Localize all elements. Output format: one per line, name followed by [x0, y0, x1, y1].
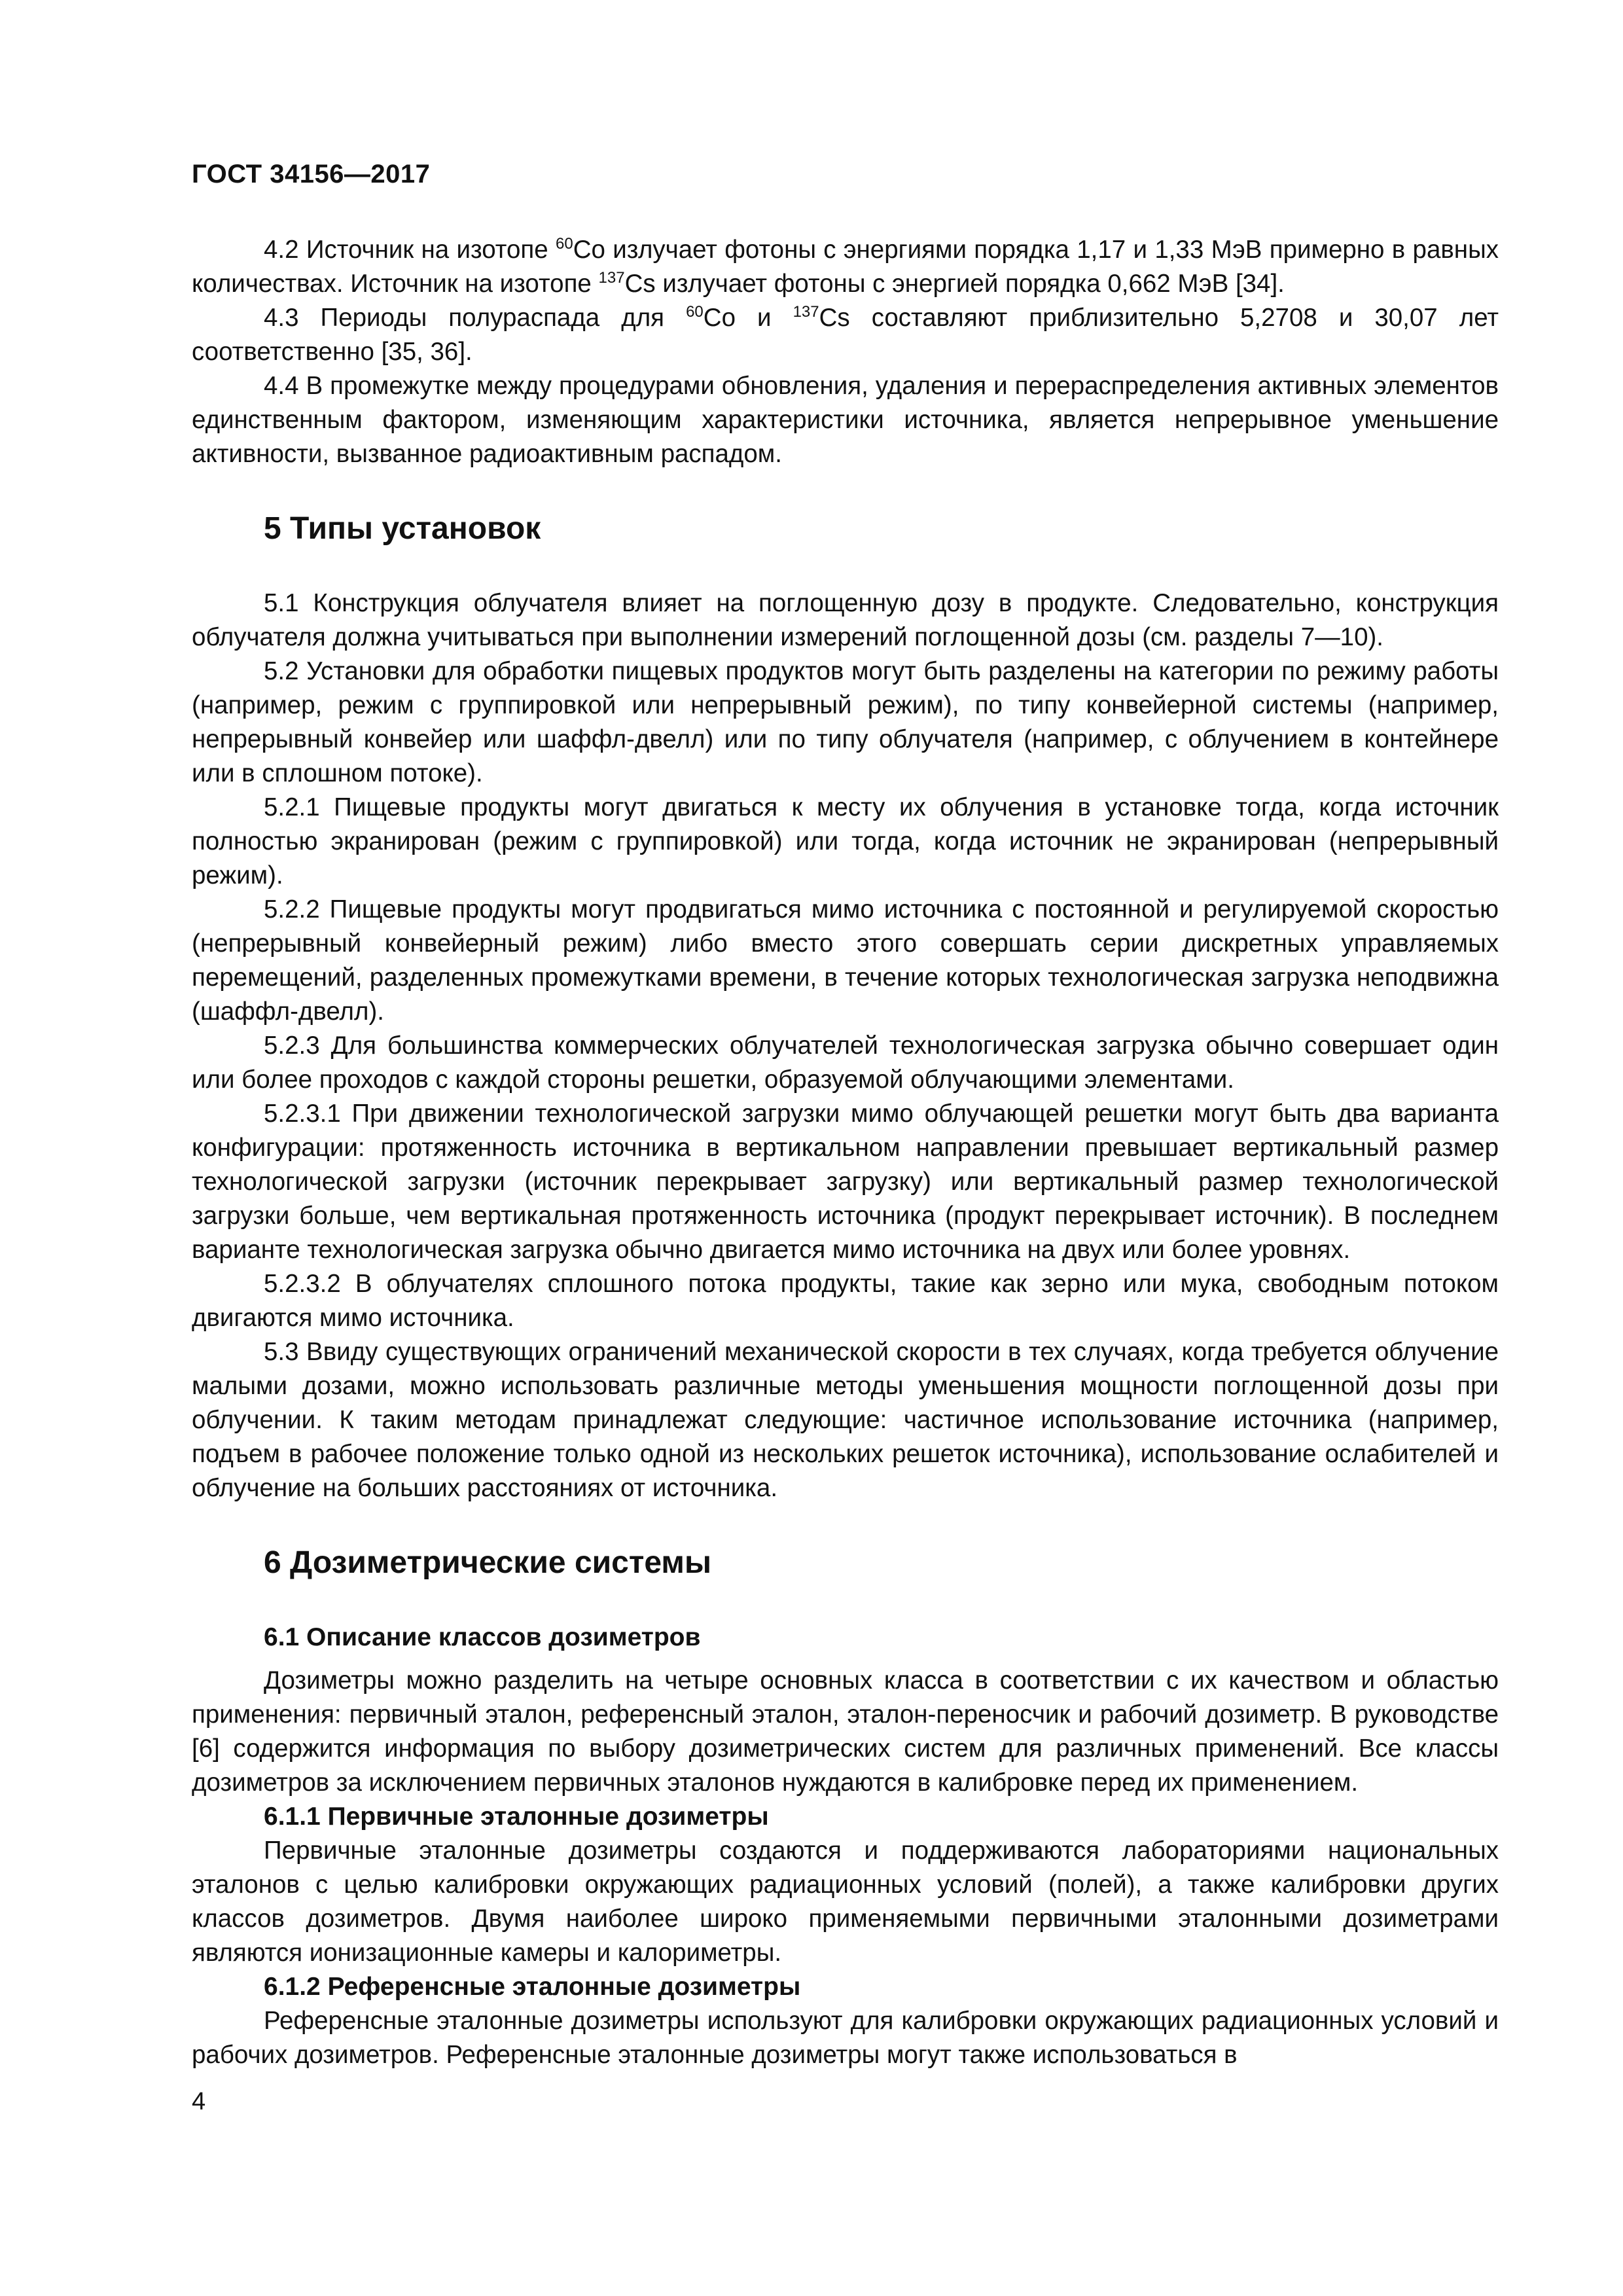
paragraph-4-4: 4.4 В промежутке между процедурами обновления, удаления и перераспределения активных элементов единственным фактором, изменяющим характеристики источника, является непрерывное уменьшение активности, вызванное радиоактивным распадом. [192, 372, 1499, 468]
text-run: 4.3 Периоды полураспада для [264, 304, 687, 332]
section-5-heading: 5 Типы установок [264, 511, 541, 546]
page-content [192, 233, 1499, 2072]
paragraph-5-2: 5.2 Установки для обработки пищевых продуктов могут быть разделены на категории по режиму работы (например, режим с группировкой или непрерывный режим), по типу конвейерной системы (например, непрерывный конвейер или шаффл-двелл) или по типу облучателя (например, с облучением в контейнере или в сплошном потоке). [192, 657, 1499, 787]
text-run: Со и [703, 304, 793, 332]
text-run: Cs излучает фотоны с энергией порядка 0,662 МэВ [34]. [624, 270, 1285, 298]
paragraph-6-1-1: Первичные эталонные дозиметры создаются и поддерживаются лабораториями национальных эталонов с целью калибровки окружающих радиационных условий (полей), а также калибровки других классов дозиметров. Двумя наиболее широко применяемыми первичными эталонными дозиметрами являются ионизационные камеры и калориметры. [192, 1837, 1499, 1967]
superscript: 60 [555, 235, 573, 253]
superscript: 137 [598, 269, 625, 287]
subsection-6-1-2-heading: 6.1.2 Референсные эталонные дозиметры [264, 1973, 801, 2001]
paragraph-6-1-2: Референсные эталонные дозиметры используют для калибровки окружающих радиационных условий и рабочих дозиметров. Референсные эталонные дозиметры могут также использоваться в [192, 2007, 1499, 2069]
paragraph-5-3: 5.3 Ввиду существующих ограничений механической скорости в тех случаях, когда требуется облучение малыми дозами, можно использовать различные методы уменьшения мощности поглощенной дозы при облучении. К таким методам принадлежат следующие: частичное использование источника (например, подъем в рабочее положение только одной из нескольких решеток источника), использование ослабителей и облучение на больших расстояниях от источника. [192, 1338, 1499, 1502]
document-identifier: ГОСТ 34156—2017 [192, 160, 431, 188]
paragraph-4-3 [192, 301, 1499, 369]
subsection-6-1-1-heading: 6.1.1 Первичные эталонные дозиметры [264, 1803, 769, 1831]
subsection-6-1-heading: 6.1 Описание классов дозиметров [264, 1623, 701, 1651]
paragraph-5-2-3: 5.2.3 Для большинства коммерческих облучателей технологическая загрузка обычно совершает один или более проходов с каждой стороны решетки, образуемой облучающими элементами. [192, 1031, 1499, 1094]
paragraph-5-1: 5.1 Конструкция облучателя влияет на поглощенную дозу в продукте. Следовательно, конструкция облучателя должна учитываться при выполнении измерений поглощенной дозы (см. разделы 7—10). [192, 589, 1499, 651]
superscript: 137 [793, 303, 819, 321]
paragraph-5-2-3-2: 5.2.3.2 В облучателях сплошного потока продукты, такие как зерно или мука, свободным потоком двигаются мимо источника. [192, 1270, 1499, 1332]
section-6-heading: 6 Дозиметрические системы [264, 1545, 711, 1580]
paragraph-5-2-3-1: 5.2.3.1 При движении технологической загрузки мимо облучающей решетки могут быть два варианта конфигурации: протяженность источника в вертикальном направлении превышает вертикальный размер технологической загрузки (источник перекрывает загрузку) или вертикальный размер технологической загрузки больше, чем вертикальная протяженность источника (продукт перекрывает источник). В последнем варианте технологическая загрузка обычно двигается мимо источника на двух или более уровнях. [192, 1100, 1499, 1264]
paragraph-6-1: Дозиметры можно разделить на четыре основных класса в соответствии с их качеством и областью применения: первичный эталон, референсный эталон, эталон-переносчик и рабочий дозиметр. В руководстве [6] содержится информация по выбору дозиметрических систем для различных применений. Все классы дозиметров за исключением первичных эталонов нуждаются в калибровке перед их применением. [192, 1666, 1499, 1797]
paragraph-5-2-2: 5.2.2 Пищевые продукты могут продвигаться мимо источника с постоянной и регулируемой скоростью (непрерывный конвейерный режим) либо вместо этого совершать серии дискретных управляемых перемещений, разделенных промежутками времени, в течение которых технологическая загрузка неподвижна (шаффл-двелл). [192, 895, 1499, 1026]
paragraph-5-2-1: 5.2.1 Пищевые продукты могут двигаться к месту их облучения в установке тогда, когда источник полностью экранирован (режим с группировкой) или тогда, когда источник не экранирован (непрерывный режим). [192, 793, 1499, 889]
page-number: 4 [192, 2088, 206, 2115]
paragraph-4-2 [192, 233, 1499, 301]
text-run: Со излучает фотоны с энергиями порядка 1,17 и 1,33 МэВ примерно в равных количествах. Источник на изотопе [192, 236, 1499, 298]
text-run: 4.2 Источник на изотопе [264, 236, 556, 264]
text-run: Cs составляют приблизительно 5,2708 и 30,07 лет соответственно [35, 36]. [192, 304, 1499, 366]
superscript: 60 [686, 303, 704, 321]
